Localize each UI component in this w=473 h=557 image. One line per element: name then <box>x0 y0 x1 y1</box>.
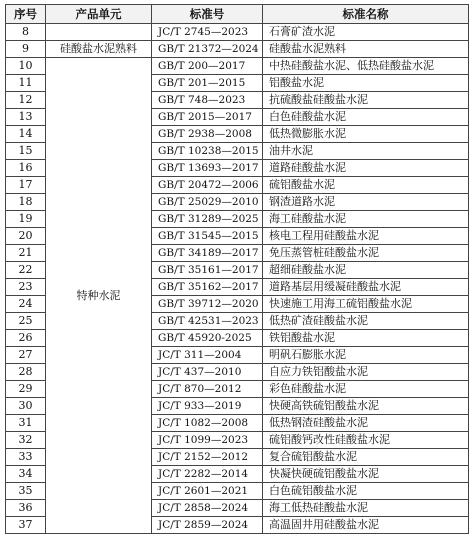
row-serial-no: 20 <box>6 228 46 245</box>
row-standard-no: GB/T 25029—2010 <box>152 194 263 211</box>
row-serial-no: 22 <box>6 262 46 279</box>
row-standard-name: 明矾石膨胀水泥 <box>263 347 469 364</box>
row-standard-no: JC/T 2858—2024 <box>152 500 263 517</box>
row-serial-no: 26 <box>6 330 46 347</box>
row-standard-name: 复合硫铝酸盐水泥 <box>263 449 469 466</box>
header-standard-no: 标准号 <box>152 5 263 24</box>
row-serial-no: 23 <box>6 279 46 296</box>
row-standard-name: 免压蒸管桩硅酸盐水泥 <box>263 245 469 262</box>
row-serial-no: 9 <box>6 41 46 58</box>
row-standard-name: 硫铝酸钙改性硅酸盐水泥 <box>263 432 469 449</box>
row-serial-no: 36 <box>6 500 46 517</box>
standards-table <box>5 4 469 534</box>
row-standard-name: 道路硅酸盐水泥 <box>263 160 469 177</box>
row-serial-no: 13 <box>6 109 46 126</box>
row-standard-no: GB/T 201—2015 <box>152 75 263 92</box>
row-serial-no: 18 <box>6 194 46 211</box>
row-product-unit: 特种水泥 <box>46 58 152 534</box>
row-serial-no: 17 <box>6 177 46 194</box>
row-standard-name: 彩色硅酸盐水泥 <box>263 381 469 398</box>
row-standard-name: 低热矿渣硅酸盐水泥 <box>263 313 469 330</box>
row-standard-name: 低热微膨胀水泥 <box>263 126 469 143</box>
row-serial-no: 31 <box>6 415 46 432</box>
row-standard-no: GB/T 31545—2015 <box>152 228 263 245</box>
header-product-unit: 产品单元 <box>46 5 152 24</box>
row-standard-name: 快速施工用海工硫铝酸盐水泥 <box>263 296 469 313</box>
row-serial-no: 25 <box>6 313 46 330</box>
row-standard-name: 高温固井用硅酸盐水泥 <box>263 517 469 534</box>
row-standard-name: 油井水泥 <box>263 143 469 160</box>
row-standard-name: 低热钢渣硅酸盐水泥 <box>263 415 469 432</box>
row-serial-no: 24 <box>6 296 46 313</box>
row-serial-no: 19 <box>6 211 46 228</box>
row-serial-no: 10 <box>6 58 46 75</box>
row-standard-no: JC/T 2745—2023 <box>152 24 263 41</box>
row-standard-no: GB/T 13693—2017 <box>152 160 263 177</box>
row-standard-no: GB/T 2938—2008 <box>152 126 263 143</box>
row-standard-name: 铁铝酸盐水泥 <box>263 330 469 347</box>
row-standard-name: 石膏矿渣水泥 <box>263 24 469 41</box>
standards-table-container <box>5 4 468 534</box>
row-serial-no: 34 <box>6 466 46 483</box>
row-serial-no: 14 <box>6 126 46 143</box>
row-serial-no: 15 <box>6 143 46 160</box>
row-standard-no: JC/T 2282—2014 <box>152 466 263 483</box>
row-standard-no: JC/T 2152—2012 <box>152 449 263 466</box>
row-standard-no: GB/T 42531—2023 <box>152 313 263 330</box>
row-standard-name: 中热硅酸盐水泥、低热硅酸盐水泥 <box>263 58 469 75</box>
row-standard-no: GB/T 35162—2017 <box>152 279 263 296</box>
row-standard-name: 硅酸盐水泥熟料 <box>263 41 469 58</box>
row-standard-no: JC/T 311—2004 <box>152 347 263 364</box>
row-standard-no: GB/T 31289—2025 <box>152 211 263 228</box>
row-standard-name: 铝酸盐水泥 <box>263 75 469 92</box>
row-serial-no: 11 <box>6 75 46 92</box>
row-standard-name: 超细硅酸盐水泥 <box>263 262 469 279</box>
row-serial-no: 27 <box>6 347 46 364</box>
row-standard-no: JC/T 1099—2023 <box>152 432 263 449</box>
row-serial-no: 30 <box>6 398 46 415</box>
row-standard-no: GB/T 20472—2006 <box>152 177 263 194</box>
row-standard-name: 硫铝酸盐水泥 <box>263 177 469 194</box>
row-standard-no: GB/T 10238—2015 <box>152 143 263 160</box>
row-standard-name: 核电工程用硅酸盐水泥 <box>263 228 469 245</box>
row-standard-name: 钢渣道路水泥 <box>263 194 469 211</box>
row-standard-no: JC/T 2859—2024 <box>152 517 263 534</box>
row-standard-no: JC/T 1082—2008 <box>152 415 263 432</box>
header-standard-name: 标准名称 <box>263 5 469 24</box>
row-standard-no: JC/T 437—2010 <box>152 364 263 381</box>
row-standard-name: 海工硅酸盐水泥 <box>263 211 469 228</box>
row-standard-no: JC/T 870—2012 <box>152 381 263 398</box>
row-serial-no: 32 <box>6 432 46 449</box>
row-standard-name: 抗硫酸盐硅酸盐水泥 <box>263 92 469 109</box>
table-row <box>6 41 469 58</box>
row-serial-no: 8 <box>6 24 46 41</box>
row-standard-no: JC/T 2601—2021 <box>152 483 263 500</box>
row-standard-no: GB/T 35161—2017 <box>152 262 263 279</box>
row-standard-no: GB/T 2015—2017 <box>152 109 263 126</box>
row-serial-no: 21 <box>6 245 46 262</box>
row-standard-no: JC/T 933—2019 <box>152 398 263 415</box>
row-serial-no: 12 <box>6 92 46 109</box>
row-standard-no: GB/T 39712—2020 <box>152 296 263 313</box>
table-row <box>6 24 469 41</box>
table-body <box>6 24 469 534</box>
row-standard-name: 自应力铁铝酸盐水泥 <box>263 364 469 381</box>
row-standard-name: 海工低热硅酸盐水泥 <box>263 500 469 517</box>
row-standard-name: 道路基层用缓凝硅酸盐水泥 <box>263 279 469 296</box>
row-standard-no: GB/T 34189—2017 <box>152 245 263 262</box>
row-standard-no: GB/T 748—2023 <box>152 92 263 109</box>
row-serial-no: 35 <box>6 483 46 500</box>
row-serial-no: 16 <box>6 160 46 177</box>
header-row <box>6 5 469 24</box>
row-serial-no: 37 <box>6 517 46 534</box>
row-standard-name: 快硬高铁硫铝酸盐水泥 <box>263 398 469 415</box>
row-standard-no: GB/T 21372—2024 <box>152 41 263 58</box>
row-serial-no: 33 <box>6 449 46 466</box>
row-product-unit: 硅酸盐水泥熟料 <box>46 41 152 58</box>
row-standard-no: GB/T 45920-2025 <box>152 330 263 347</box>
row-product-unit <box>46 24 152 41</box>
table-row <box>6 58 469 75</box>
row-standard-name: 快凝快硬硫铝酸盐水泥 <box>263 466 469 483</box>
row-standard-name: 白色硫铝酸盐水泥 <box>263 483 469 500</box>
row-standard-no: GB/T 200—2017 <box>152 58 263 75</box>
row-serial-no: 28 <box>6 364 46 381</box>
header-serial-no: 序号 <box>6 5 46 24</box>
row-standard-name: 白色硅酸盐水泥 <box>263 109 469 126</box>
row-serial-no: 29 <box>6 381 46 398</box>
